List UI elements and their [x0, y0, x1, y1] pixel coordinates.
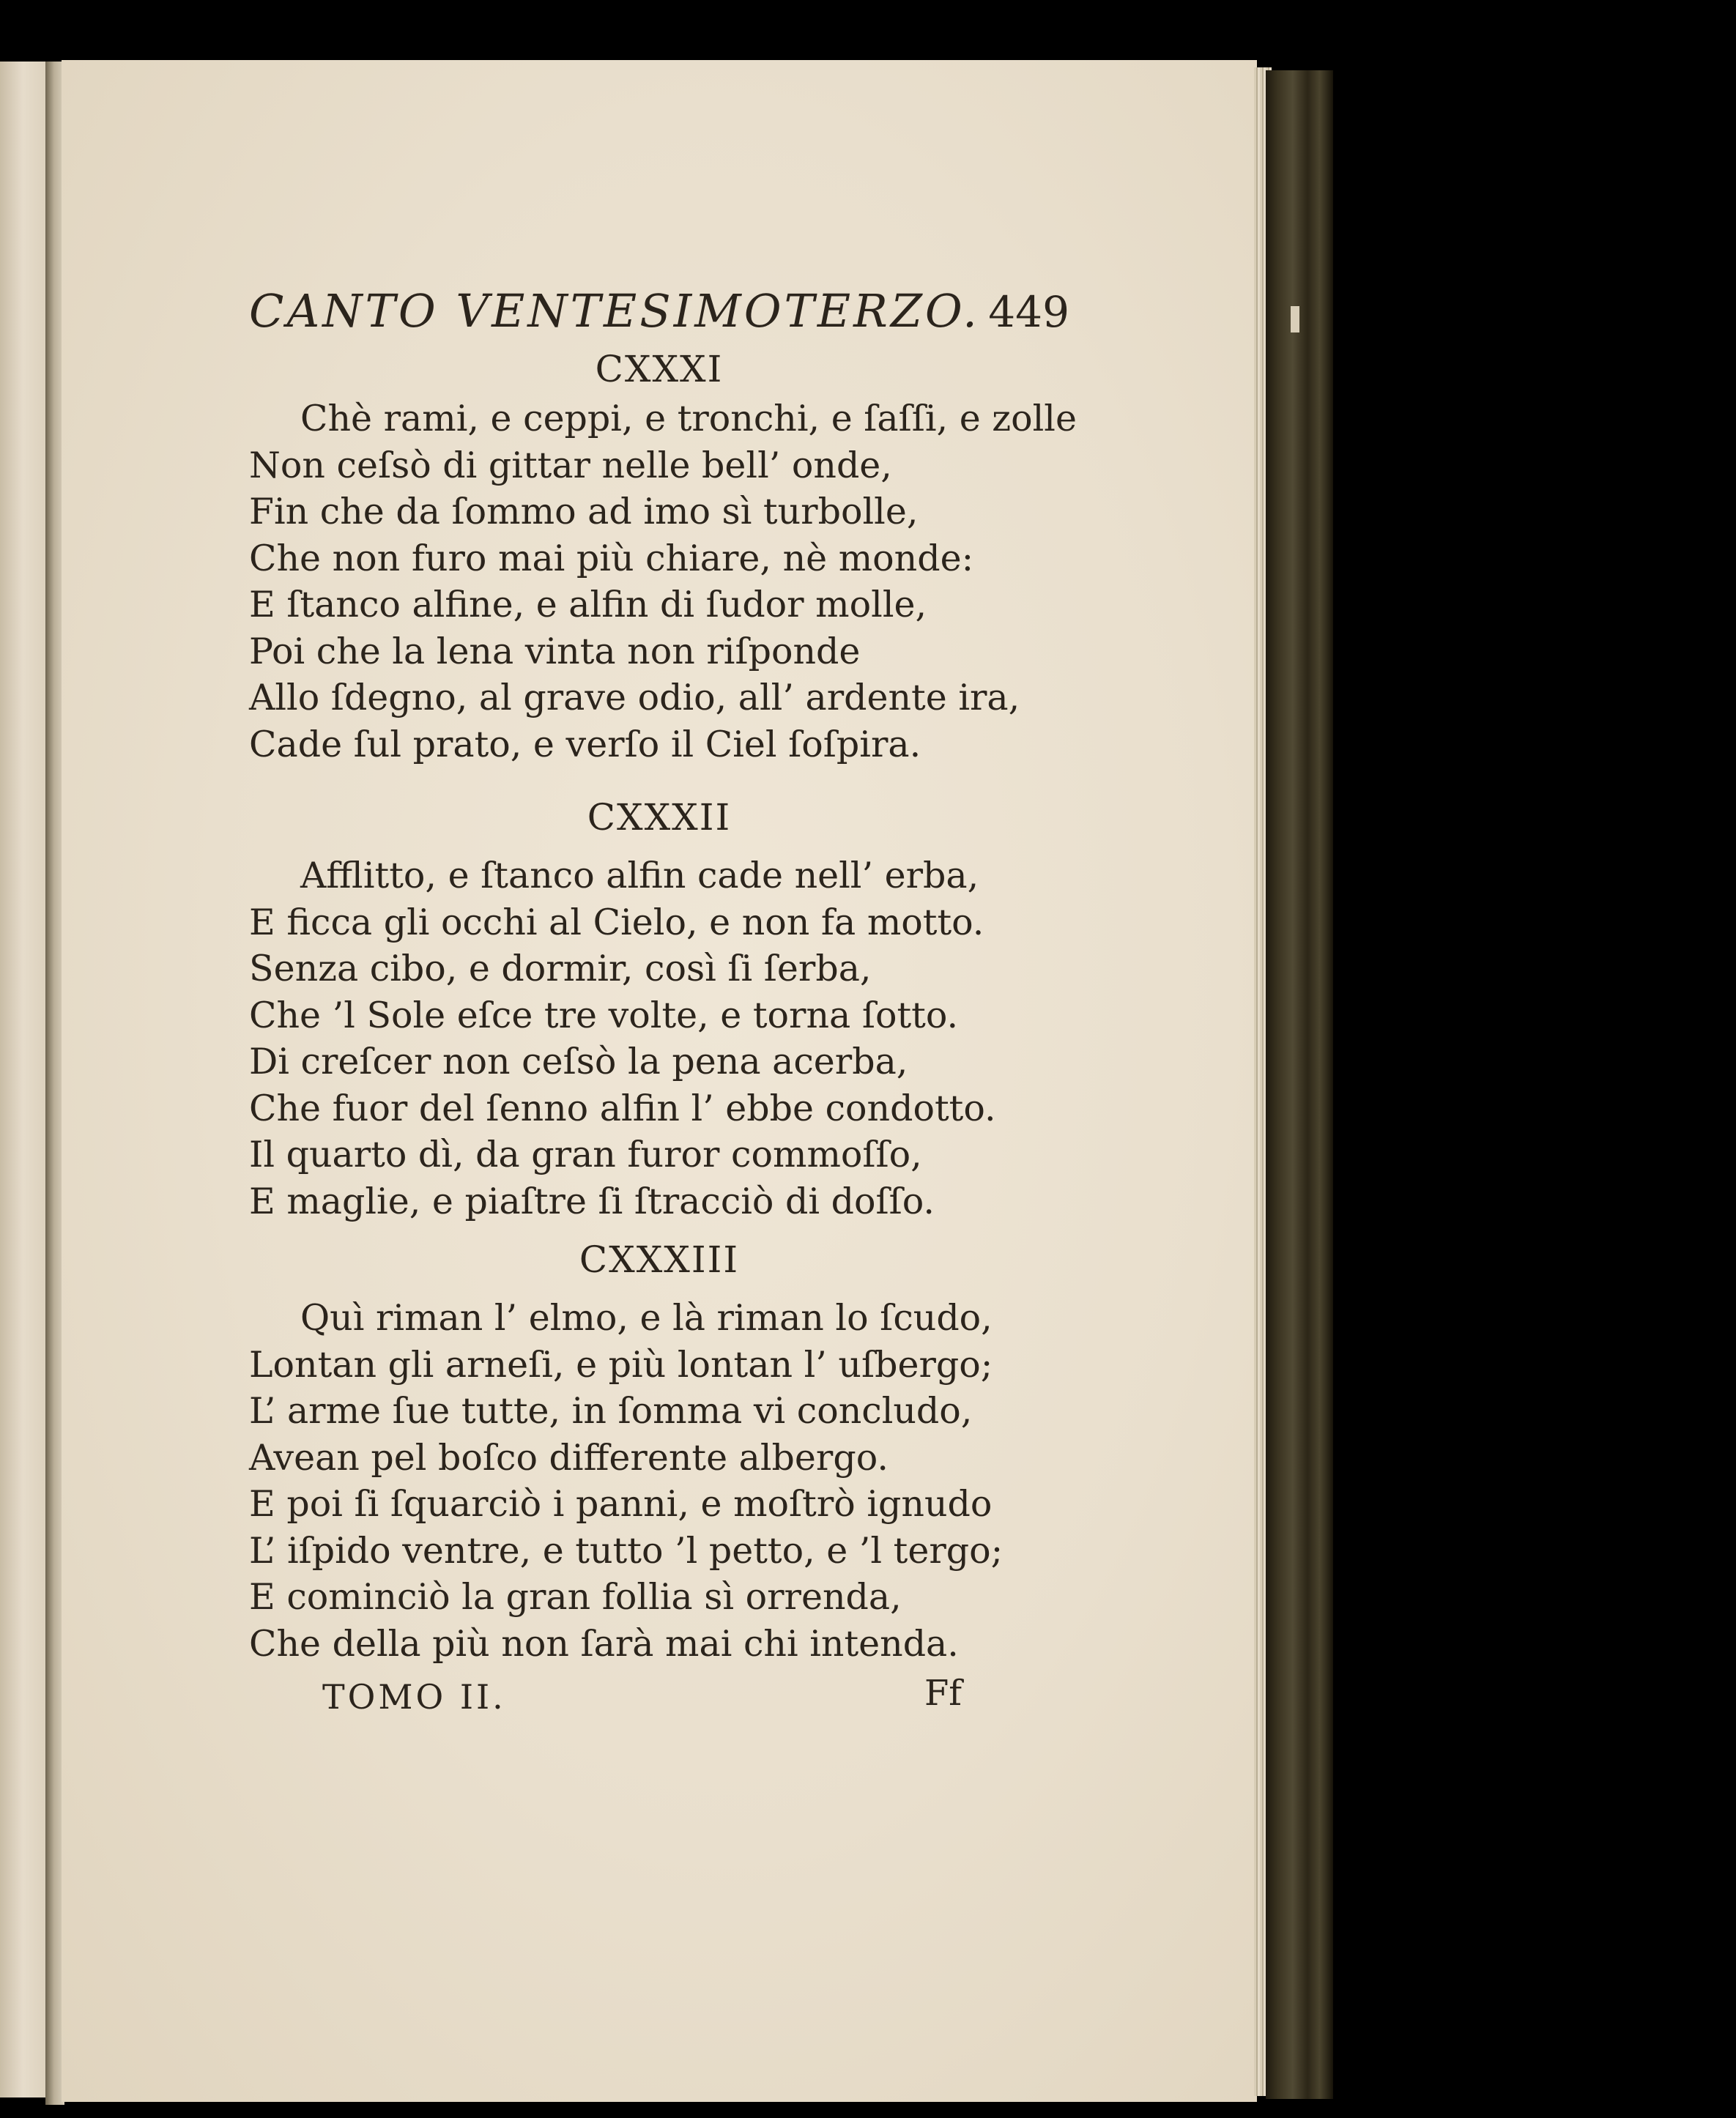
verse-line: E poi ſi ſquarciò i panni, e moſtrò ignudo — [249, 1483, 993, 1525]
stanza-verse — [249, 852, 1084, 1225]
verse-line: E maglie, e piaſtre ſi ſtracciò di doſſo. — [249, 1180, 935, 1222]
book-spine — [1266, 70, 1333, 2099]
verse-line: E cominciò la gran follia sì orrenda, — [249, 1576, 902, 1618]
spine-mark — [1291, 306, 1299, 332]
stanza-number: CXXXII — [587, 796, 732, 839]
verse-line: Allo ſdegno, al grave odio, all’ ardente ira, — [249, 677, 1020, 718]
running-header — [249, 284, 1069, 350]
stanza-verse — [249, 1295, 1084, 1667]
page-number: 449 — [988, 287, 1069, 337]
stanza-number: CXXXI — [595, 348, 724, 390]
verse-line: Senza cibo, e dormir, così ſi ſerba, — [249, 948, 872, 989]
verse-line: Poi che la lena vinta non riſponde — [249, 630, 861, 672]
verse-line: Lontan gli arneſi, e più lontan l’ uſbergo; — [249, 1343, 993, 1386]
verse-line: L’ iſpido ventre, e tutto ’l petto, e ’l tergo; — [249, 1529, 1004, 1572]
running-title: CANTO VENTESIMOTERZO. — [249, 284, 980, 338]
verse-line: Che ’l Sole eſce tre volte, e torna ſotto. — [249, 994, 959, 1036]
verse-line: Cade ſul prato, e verſo il Ciel ſoſpira. — [249, 723, 921, 765]
stanza-number: CXXXIII — [579, 1238, 740, 1281]
verse-line: Di creſcer non ceſsò la pena acerba, — [249, 1041, 908, 1082]
verse-line: Che della più non ſarà mai chi intenda. — [249, 1622, 959, 1665]
verse-line: Fin che da ſommo ad imo sì turbolle, — [249, 491, 919, 532]
verse-line: Che non furo mai più chiare, nè monde: — [249, 537, 974, 579]
verse-line: E ficca gli occhi al Cielo, e non fa motto. — [249, 901, 984, 943]
signature-mark: Ff — [924, 1673, 962, 1714]
verse-line: Che fuor del ſenno alfin l’ ebbe condotto. — [249, 1087, 996, 1129]
verse-line: Avean pel boſco differente albergo. — [249, 1436, 889, 1479]
stanza-verse — [249, 395, 1084, 768]
verse-line: Il quarto dì, da gran furor commoſſo, — [249, 1134, 922, 1175]
verse-line: Afflitto, e ſtanco alfin cade nell’ erba, — [300, 855, 979, 896]
verse-line: L’ arme ſue tutte, in ſomma vi concludo, — [249, 1390, 973, 1432]
verse-line: Non ceſsò di gittar nelle bell’ onde, — [249, 444, 892, 486]
volume-footer: TOMO II. — [322, 1677, 506, 1717]
verse-line: E ſtanco alfine, e alfin di ſudor molle, — [249, 584, 927, 625]
verse-line: Quì riman l’ elmo, e là riman lo ſcudo, — [300, 1297, 993, 1339]
verse-line: Chè rami, e ceppi, e tronchi, e ſaſſi, e zolle — [300, 398, 1077, 439]
